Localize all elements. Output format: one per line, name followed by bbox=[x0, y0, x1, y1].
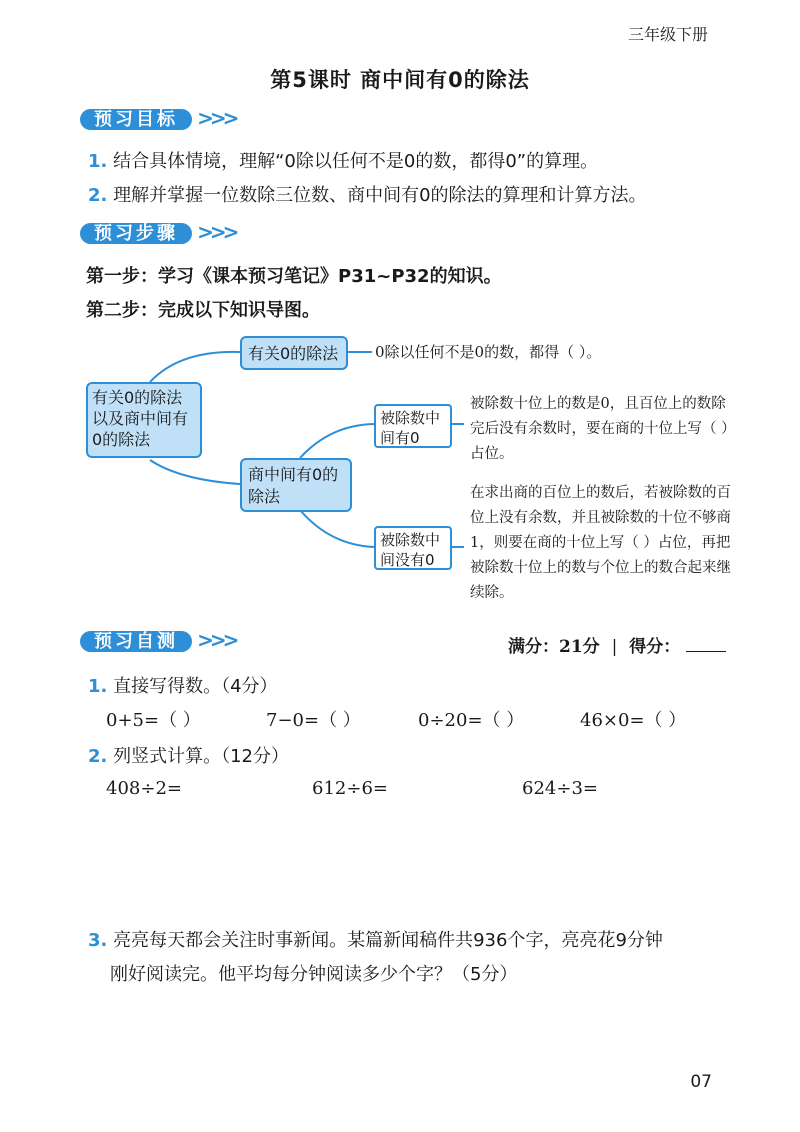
q2-item[interactable]: 408÷2= bbox=[106, 778, 182, 799]
q1-item[interactable]: 46×0=（ ） bbox=[580, 710, 687, 731]
question-1 bbox=[88, 672, 278, 698]
step-line: 第二步：完成以下知识导图。 bbox=[86, 300, 320, 321]
question-2 bbox=[88, 742, 289, 768]
q2-item[interactable]: 612÷6= bbox=[312, 778, 388, 799]
sub1-note: 被除数十位上的数是0，且百位上的数除完后没有余数时，要在商的十位上写（ ）占位。 bbox=[470, 396, 729, 462]
full-score: 满分：21分 bbox=[508, 637, 600, 657]
question-text: 直接写得数。（4分） bbox=[113, 676, 278, 697]
branch1-note: 0除以任何不是0的数，都得（ ）。 bbox=[375, 343, 602, 361]
step-line: 第一步：学习《课本预习笔记》P31~P32的知识。 bbox=[86, 266, 502, 287]
score-label: 得分： bbox=[629, 637, 681, 657]
connector-line bbox=[150, 460, 240, 484]
q1-item[interactable]: 0÷20=（ ） bbox=[418, 710, 525, 731]
connector-line bbox=[150, 352, 240, 382]
score-line bbox=[508, 632, 726, 657]
goal-text: 结合具体情境，理解“0除以任何不是0的数，都得0”的算理。 bbox=[113, 151, 599, 172]
goals-badge: 预习目标 bbox=[80, 109, 192, 130]
mindmap-branch-zero-division: 有关0的除法 bbox=[240, 336, 348, 370]
lesson-title: 第5课时 商中间有0的除法 bbox=[270, 68, 530, 92]
chevrons-icon: >>> bbox=[197, 220, 236, 244]
chevrons-icon: >>> bbox=[197, 106, 236, 130]
goal-number: 2. bbox=[88, 185, 108, 206]
question-3-cont: 刚好阅读完。他平均每分钟阅读多少个字？（5分） bbox=[110, 964, 518, 985]
question-text: 亮亮每天都会关注时事新闻。某篇新闻稿件共936个字，亮亮花9分钟 bbox=[113, 930, 663, 951]
mindmap-sub-no-zero: 被除数中间没有0 bbox=[374, 526, 452, 570]
chevrons-icon: >>> bbox=[197, 628, 236, 652]
question-text: 列竖式计算。（12分） bbox=[113, 746, 290, 767]
goal-number: 1. bbox=[88, 151, 108, 172]
sub2-note: 在求出商的百位上的数后，若被除数的百位上没有余数，并且被除数的十位不够商1，则要在商的十位上写（ ）占位，再把被除数十位上的数与个位上的数合起来继续除。 bbox=[470, 485, 731, 601]
steps-badge: 预习步骤 bbox=[80, 223, 192, 244]
mindmap-root: 有关0的除法以及商中间有0的除法 bbox=[86, 382, 202, 458]
question-3 bbox=[88, 926, 663, 952]
q1-item[interactable]: 0+5=（ ） bbox=[106, 710, 201, 731]
connector-line bbox=[300, 510, 374, 547]
question-number: 3. bbox=[88, 930, 108, 951]
question-number: 2. bbox=[88, 746, 108, 767]
grade-label: 三年级下册 bbox=[627, 25, 708, 44]
connector-line bbox=[300, 424, 374, 458]
mindmap-sub-has-zero: 被除数中间有0 bbox=[374, 404, 452, 448]
q2-item[interactable]: 624÷3= bbox=[522, 778, 598, 799]
q1-item[interactable]: 7−0=（ ） bbox=[266, 710, 361, 731]
page-number: 07 bbox=[690, 1072, 712, 1092]
test-heading bbox=[80, 626, 235, 658]
mindmap-branch-zero-quotient: 商中间有0的除法 bbox=[240, 458, 352, 512]
question-number: 1. bbox=[88, 676, 108, 697]
test-badge: 预习自测 bbox=[80, 631, 192, 652]
score-separator: | bbox=[611, 637, 618, 657]
goal-text: 理解并掌握一位数除三位数、商中间有0的除法的算理和计算方法。 bbox=[113, 185, 647, 206]
score-blank[interactable] bbox=[686, 637, 726, 652]
